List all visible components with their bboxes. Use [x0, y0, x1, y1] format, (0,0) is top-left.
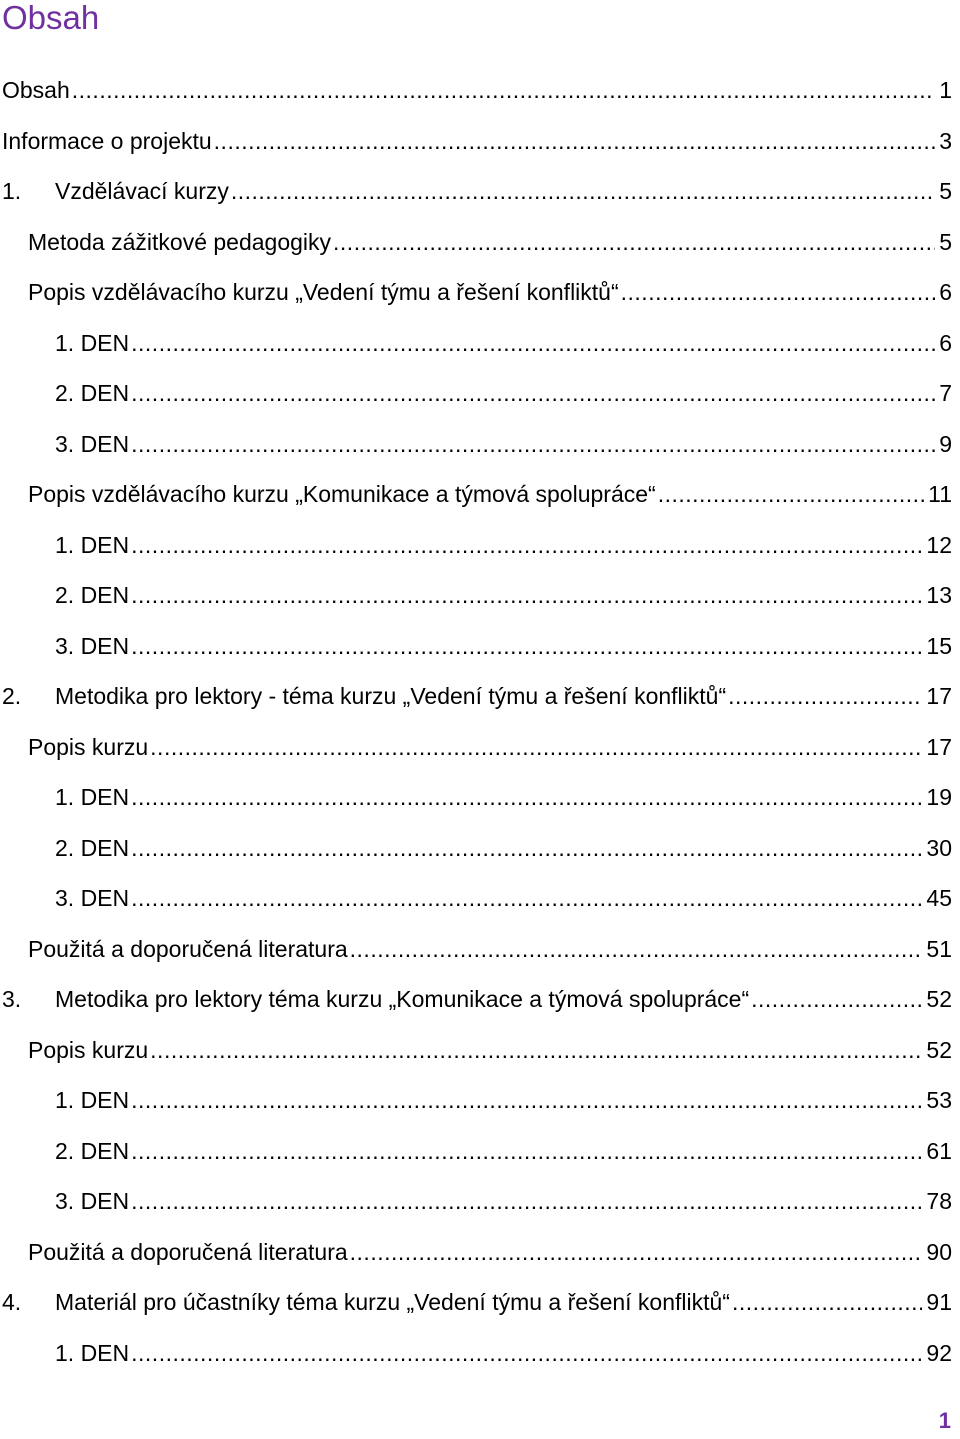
toc-dot-leader — [131, 520, 922, 570]
toc-dot-leader — [131, 873, 922, 923]
toc-entry[interactable] — [0, 671, 952, 722]
toc-entry-page: 52 — [926, 1036, 952, 1063]
toc-entry-page: 15 — [926, 632, 952, 659]
toc-dot-leader — [131, 1126, 922, 1176]
toc-entry-number: 1. — [2, 178, 22, 205]
toc-dot-leader — [214, 116, 936, 166]
toc-dot-leader — [350, 1227, 923, 1277]
toc-entry-label: 3. DEN — [55, 1188, 130, 1215]
toc-entry-page: 78 — [926, 1188, 952, 1215]
toc-dot-leader — [131, 368, 935, 418]
toc-dot-leader — [231, 166, 935, 216]
toc-entry[interactable] — [0, 116, 952, 167]
toc-entry-page: 90 — [926, 1238, 952, 1265]
toc-entry-page: 52 — [926, 986, 952, 1013]
toc-entry-page: 45 — [926, 885, 952, 912]
toc-entry[interactable] — [0, 469, 952, 520]
toc-entry-page: 3 — [939, 127, 952, 154]
toc-dot-leader — [131, 1328, 922, 1378]
toc-entry-label: Metoda zážitkové pedagogiky — [28, 228, 332, 255]
toc-dot-leader — [732, 1277, 922, 1327]
toc-entry-label: 2. DEN — [55, 380, 130, 407]
toc-entry-page: 5 — [939, 178, 952, 205]
toc-entry-label: 1. DEN — [55, 1087, 130, 1114]
toc-dot-leader — [131, 823, 922, 873]
toc-dot-leader — [131, 419, 935, 469]
toc-entry[interactable] — [0, 419, 952, 470]
toc-entry[interactable] — [0, 1075, 952, 1126]
toc-entry[interactable] — [0, 368, 952, 419]
toc-entry[interactable] — [0, 1328, 952, 1379]
toc-dot-leader — [131, 772, 922, 822]
toc-dot-leader — [72, 65, 935, 115]
toc-entry-page: 9 — [939, 430, 952, 457]
toc-entry-label: Materiál pro účastníky téma kurzu „Vedení týmu a řešení konfliktů“ — [55, 1289, 730, 1316]
toc-entry-label: 2. DEN — [55, 1137, 130, 1164]
toc-entry-label: 1. DEN — [55, 329, 130, 356]
toc-entry-label: Obsah — [2, 77, 70, 104]
toc-entry[interactable] — [0, 873, 952, 924]
toc-entry[interactable] — [0, 621, 952, 672]
toc-entry-label: Použitá a doporučená literatura — [28, 1238, 348, 1265]
toc-entry[interactable] — [0, 1025, 952, 1076]
toc-entry-page: 51 — [926, 935, 952, 962]
toc-entry-page: 6 — [939, 329, 952, 356]
toc-entry-page: 5 — [939, 228, 952, 255]
toc-entry-page: 17 — [926, 733, 952, 760]
toc-entry-number: 3. — [2, 986, 22, 1013]
toc-entry[interactable] — [0, 772, 952, 823]
toc-entry[interactable] — [0, 1126, 952, 1177]
toc-entry-label: Popis vzdělávacího kurzu „Komunikace a týmová spolupráce“ — [28, 481, 656, 508]
toc-entry-page: 17 — [926, 683, 952, 710]
toc-dot-leader — [131, 318, 935, 368]
toc-dot-leader — [150, 1025, 922, 1075]
toc-dot-leader — [621, 267, 936, 317]
toc-entry[interactable] — [0, 1277, 952, 1328]
table-of-contents — [0, 65, 952, 1378]
toc-entry-page: 11 — [928, 481, 952, 508]
toc-entry-label: Metodika pro lektory - téma kurzu „Vedení týmu a řešení konfliktů“ — [55, 683, 727, 710]
toc-entry[interactable] — [0, 924, 952, 975]
toc-title: Obsah — [2, 0, 100, 36]
toc-entry-label: Vzdělávací kurzy — [55, 178, 229, 205]
toc-entry[interactable] — [0, 520, 952, 571]
toc-entry-page: 30 — [926, 834, 952, 861]
toc-entry-page: 53 — [926, 1087, 952, 1114]
toc-entry-label: 1. DEN — [55, 531, 130, 558]
toc-entry[interactable] — [0, 570, 952, 621]
toc-entry-label: Metodika pro lektory téma kurzu „Komunikace a týmová spolupráce“ — [55, 986, 750, 1013]
toc-entry-label: Informace o projektu — [2, 127, 212, 154]
toc-entry-page: 92 — [926, 1339, 952, 1366]
toc-dot-leader — [150, 722, 922, 772]
toc-entry-label: Popis kurzu — [28, 733, 149, 760]
toc-entry-label: Popis vzdělávacího kurzu „Vedení týmu a řešení konfliktů“ — [28, 279, 619, 306]
toc-entry-number: 2. — [2, 683, 22, 710]
toc-entry[interactable] — [0, 166, 952, 217]
toc-entry[interactable] — [0, 217, 952, 268]
toc-entry[interactable] — [0, 65, 952, 116]
toc-entry-label: 1. DEN — [55, 1339, 130, 1366]
toc-entry-page: 6 — [939, 279, 952, 306]
toc-entry-page: 13 — [926, 582, 952, 609]
toc-dot-leader — [350, 924, 923, 974]
toc-dot-leader — [728, 671, 922, 721]
toc-dot-leader — [333, 217, 935, 267]
toc-entry-page: 19 — [926, 784, 952, 811]
toc-dot-leader — [658, 469, 924, 519]
toc-entry-label: 2. DEN — [55, 582, 130, 609]
toc-entry-label: Popis kurzu — [28, 1036, 149, 1063]
toc-entry[interactable] — [0, 722, 952, 773]
toc-dot-leader — [131, 570, 922, 620]
page-number: 1 — [938, 1408, 951, 1433]
toc-entry-label: 1. DEN — [55, 784, 130, 811]
toc-entry[interactable] — [0, 974, 952, 1025]
toc-dot-leader — [751, 974, 922, 1024]
toc-dot-leader — [131, 1075, 922, 1125]
toc-entry[interactable] — [0, 1176, 952, 1227]
toc-entry[interactable] — [0, 318, 952, 369]
toc-entry-label: 3. DEN — [55, 885, 130, 912]
toc-entry[interactable] — [0, 1227, 952, 1278]
toc-entry-label: 3. DEN — [55, 430, 130, 457]
toc-entry-page: 1 — [939, 77, 952, 104]
toc-dot-leader — [131, 1176, 922, 1226]
toc-entry-page: 12 — [926, 531, 952, 558]
toc-entry-number: 4. — [2, 1289, 22, 1316]
toc-entry-label: 3. DEN — [55, 632, 130, 659]
toc-dot-leader — [131, 621, 922, 671]
toc-entry[interactable] — [0, 823, 952, 874]
toc-entry-label: Použitá a doporučená literatura — [28, 935, 348, 962]
toc-entry-page: 91 — [926, 1289, 952, 1316]
toc-entry-page: 7 — [939, 380, 952, 407]
toc-entry[interactable] — [0, 267, 952, 318]
toc-entry-page: 61 — [926, 1137, 952, 1164]
toc-entry-label: 2. DEN — [55, 834, 130, 861]
